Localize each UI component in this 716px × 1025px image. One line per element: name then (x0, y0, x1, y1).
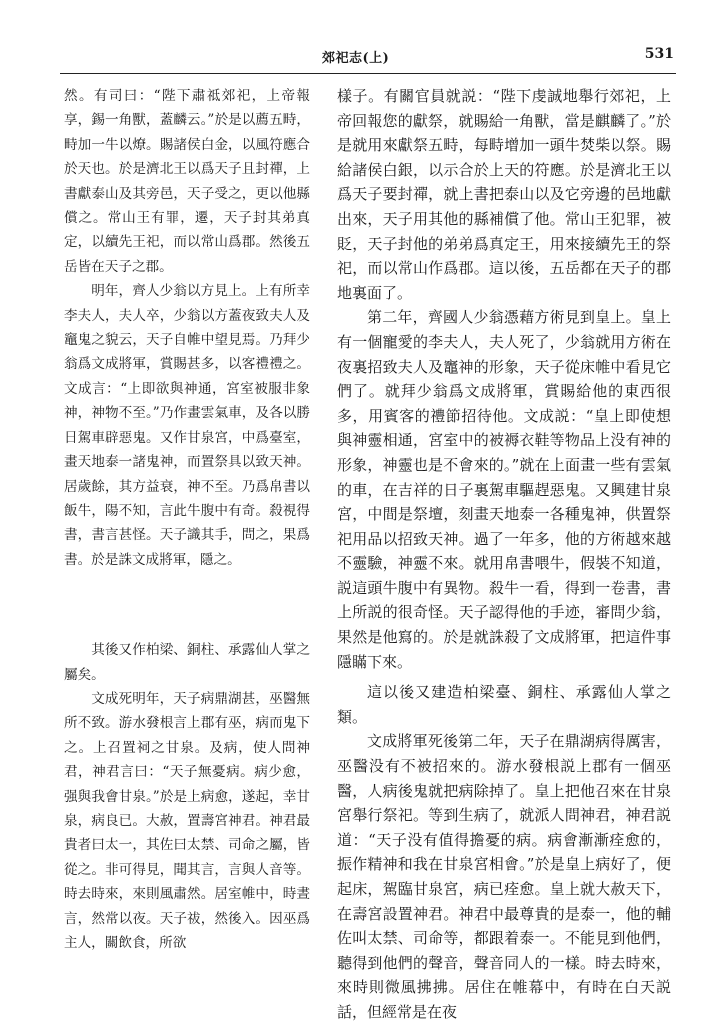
page-number: 531 (644, 46, 674, 62)
classical-paragraph: 然。有司曰：“陛下肅祗郊祀，上帝報享，錫一角獸，蓋麟云。”於是以薦五畤，畤加一牛以燎。賜諸侯白金，以風符應合於天也。於是濟北王以爲天子且封禪，上書獻泰山及其旁邑，天子受之，更以他縣償之。常山王有罪，遷，天子封其弟真定，以續先王祀，而以常山爲郡。然後五岳皆在天子之郡。 (64, 88, 310, 275)
header-rule (60, 73, 676, 74)
translation-paragraph: 這以後又建造柏梁臺、銅柱、承露仙人掌之類。 (337, 683, 671, 726)
translation-paragraph: 文成將軍死後第二年，天子在鼎湖病得厲害，巫醫没有不被招來的。游水發根説上郡有一個巫醫，人病後鬼就把病除掉了。皇上把他召來在甘泉宮舉行祭祀。等到生病了，就派人問神君，神君説道：“天子没有值得擔憂的病。病會漸漸痊愈的，振作精神和我在甘泉宮相會。”於是皇上病好了，便起床，駕臨甘泉宮，病已痊愈。皇上就大赦天下，在壽宮設置神君。神君中最尊貴的是泰一，他的輔佐叫太禁、司命等，都跟着泰一。不能見到他們，聽得到他們的聲音，聲音同人的一樣。時去時來，來時則微風拂拂。居住在帷幕中，有時在白天説話，但經常是在夜 (337, 732, 671, 1021)
paragraph-gap (64, 572, 310, 638)
translation-paragraph: 樣子。有關官員就説：“陛下虔誠地舉行郊祀，上帝回報您的獻祭，就賜給一角獸，當是麒麟了。”於是就用來獻祭五畤，每畤增加一頭牛焚柴以祭。賜給諸侯白銀，以示合於上天的符應。於是濟北王以爲天子要封禪，就上書把泰山以及它旁邊的邑地獻出來，天子用其他的縣補償了他。常山王犯罪，被貶，天子封他的弟弟爲真定王，用來接續先王的祭祀，而以常山作爲郡。這以後，五岳都在天子的郡地裏面了。 (337, 87, 671, 302)
translation-column (337, 84, 671, 1025)
classical-paragraph: 明年，齊人少翁以方見上。上有所幸李夫人，夫人卒，少翁以方蓋夜致夫人及竈鬼之貌云，天子自帷中望見焉。乃拜少翁爲文成將軍，賞賜甚多，以客禮禮之。文成言：“上即欲與神通，宮室被服非象神，神物不至。”乃作畫雲氣車，及各以勝日駕車辟惡鬼。又作甘泉宮，中爲臺室，畫天地泰一諸鬼神，而置祭具以致天神。居歲餘，其方益衰，神不至。乃爲帛書以飯牛，陽不知，言此牛腹中有奇。殺視得書，書言甚怪。天子識其手，問之，果爲書。於是誅文成將軍，隱之。 (64, 283, 310, 568)
running-header (60, 43, 680, 69)
classical-text-column (64, 84, 310, 955)
chapter-title: 郊祀志(上) (322, 51, 390, 66)
classical-paragraph: 文成死明年，天子病鼎湖甚，巫醫無所不致。游水發根言上郡有巫，病而鬼下之。上召置祠之甘泉。及病，使人問神君，神君言曰：“天子無憂病。病少愈，强與我會甘泉。”於是上病愈，遂起，幸甘泉，病良已。大赦，置壽宮神君。神君最貴者曰太一，其佐曰太禁、司命之屬，皆從之。非可得見，聞其言，言與人音等。時去時來，來則風肅然。居室帷中，時晝言，然常以夜。天子祓，然後入。因巫爲主人，關飲食，所欲 (64, 690, 310, 951)
translation-paragraph: 第二年，齊國人少翁憑藉方術見到皇上。皇上有一個寵愛的李夫人，夫人死了，少翁就用方術在夜裏招致夫人及竈神的形象，天子從床帷中看見它們了。就拜少翁爲文成將軍，賞賜給他的東西很多，用賓客的禮節招待他。文成説：“皇上即使想與神靈相通，宮室中的被褥衣鞋等物品上没有神的形象，神靈也是不會來的。”就在上面畫一些有雲氣的車，在吉祥的日子裏駕車驅趕惡鬼。又興建甘泉宮，中間是祭壇，刻畫天地泰一各種鬼神，供置祭祀用品以招致天神。過了一年多，他的方術越來越不靈驗，神靈不來。就用帛書喂牛，假裝不知道，説這頭牛腹中有異物。殺牛一看，得到一卷書，書上所説的很奇怪。天子認得他的手迹，審問少翁，果然是他寫的。於是就誅殺了文成將軍，把這件事隱瞞下來。 (337, 308, 671, 671)
classical-paragraph: 其後又作柏梁、銅柱、承露仙人掌之屬矣。 (64, 642, 310, 683)
